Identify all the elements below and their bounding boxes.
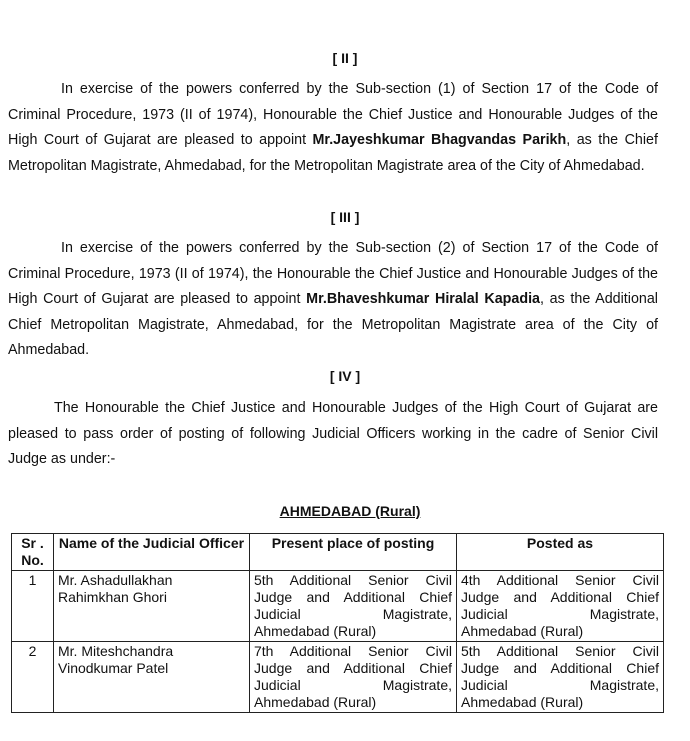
cell-officer-name: Mr. Miteshchandra Vinodkumar Patel — [54, 642, 250, 713]
paragraph-iii-text-post: , as the Additional Chief Metropolitan Magistrate, Ahmedabad, for the Metropolitan Magistrate area of the City of Ahmedabad. — [8, 291, 658, 358]
appointee-name-iii: Mr.Bhaveshkumar Hiralal Kapadia — [306, 291, 540, 307]
cell-sr-no: 2 — [12, 642, 54, 713]
paragraph-ii-text-post: , as the Chief Metropolitan Magistrate, Ahmedabad, for the Metropolitan Magistrate area of the City of Ahmedabad. — [8, 132, 658, 174]
paragraph-iv — [8, 396, 658, 473]
paragraph-iii — [8, 236, 658, 364]
section-heading-iii: [ III ] — [330, 209, 360, 225]
postings-table — [11, 533, 664, 713]
paragraph-iii-text-pre: In exercise of the powers conferred by the Sub-section (2) of Section 17 of the Code of Criminal Procedure, 1973 (II of 1974), the Honourable the Chief Justice and Honourable Judges of the High Court of Gujarat are pleased to appoint — [8, 240, 658, 307]
cell-present-posting: 7th Additional Senior Civil Judge and Additional Chief Judicial Magistrate, Ahmedabad (Rural) — [250, 642, 457, 713]
cell-officer-name: Mr. Ashadullakhan Rahimkhan Ghori — [54, 571, 250, 642]
header-posted-as: Posted as — [457, 534, 664, 571]
cell-posted-as: 4th Additional Senior Civil Judge and Additional Chief Judicial Magistrate, Ahmedabad (Rural) — [457, 571, 664, 642]
appointee-name-ii: Mr.Jayeshkumar Bhagvandas Parikh — [312, 132, 567, 148]
cell-present-posting: 5th Additional Senior Civil Judge and Additional Chief Judicial Magistrate, Ahmedabad (Rural) — [250, 571, 457, 642]
table-row — [12, 571, 664, 642]
paragraph-ii — [8, 77, 658, 179]
header-officer-name: Name of the Judicial Officer — [54, 534, 250, 571]
header-present-posting: Present place of posting — [250, 534, 457, 571]
paragraph-ii-text-pre: In exercise of the powers conferred by the Sub-section (1) of Section 17 of the Code of Criminal Procedure, 1973 (II of 1974), Honourable the Chief Justice and Honourable Judges of the High Court of Gujarat are pleased to appoint — [8, 81, 658, 148]
section-heading-ii: [ II ] — [332, 50, 358, 66]
paragraph-iv-text: The Honourable the Chief Justice and Honourable Judges of the High Court of Gujarat are pleased to pass order of posting of following Judicial Officers working in the cadre of Senior Civil Judge as under:- — [8, 400, 658, 467]
section-heading-iv: [ IV ] — [329, 368, 361, 384]
table-row — [12, 642, 664, 713]
cell-posted-as: 5th Additional Senior Civil Judge and Additional Chief Judicial Magistrate, Ahmedabad (Rural) — [457, 642, 664, 713]
header-sr-no: Sr . No. — [12, 534, 54, 571]
table-header-row — [12, 534, 664, 571]
cell-sr-no: 1 — [12, 571, 54, 642]
table-title: AHMEDABAD (Rural) — [279, 503, 421, 519]
